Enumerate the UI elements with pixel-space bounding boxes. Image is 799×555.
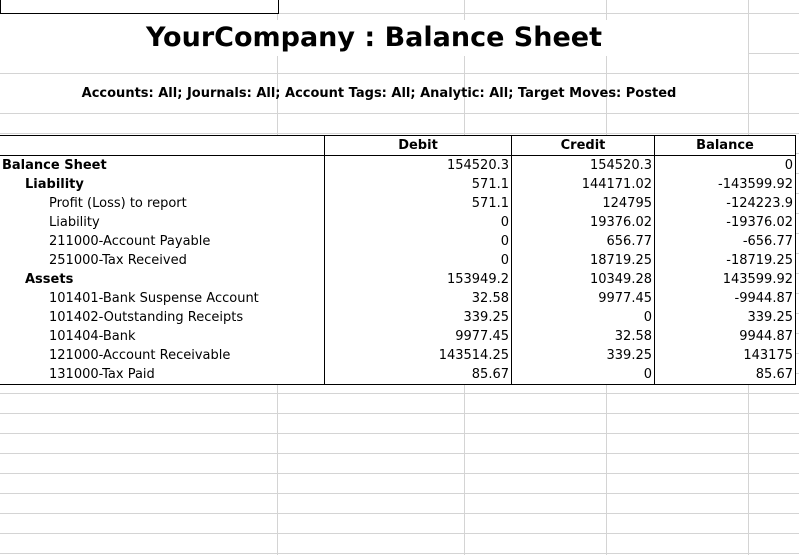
debit-cell[interactable]: 32.58 — [325, 289, 512, 308]
gridline-row — [0, 73, 799, 74]
debit-cell[interactable]: 153949.2 — [325, 270, 512, 289]
balance-cell[interactable]: -143599.92 — [655, 175, 796, 194]
selected-cell[interactable] — [0, 0, 279, 14]
table-row — [0, 327, 796, 346]
report-filters: Accounts: All; Journals: All; Account Tags: All; Analytic: All; Target Moves: Posted — [81, 86, 677, 101]
balance-cell[interactable]: 143175 — [655, 346, 796, 365]
credit-cell[interactable]: 124795 — [512, 194, 655, 213]
balance-cell[interactable]: -18719.25 — [655, 251, 796, 270]
credit-cell[interactable]: 0 — [512, 308, 655, 327]
account-cell[interactable]: 101402-Outstanding Receipts — [0, 308, 325, 327]
table-row — [0, 365, 796, 385]
table-row — [0, 289, 796, 308]
table-row — [0, 213, 796, 232]
credit-cell[interactable]: 144171.02 — [512, 175, 655, 194]
account-cell[interactable]: 131000-Tax Paid — [0, 365, 325, 385]
table-row — [0, 156, 796, 176]
account-cell[interactable]: 251000-Tax Received — [0, 251, 325, 270]
account-cell[interactable]: 121000-Account Receivable — [0, 346, 325, 365]
header-balance[interactable]: Balance — [655, 136, 796, 156]
balance-cell[interactable]: 339.25 — [655, 308, 796, 327]
gridline-row — [0, 453, 799, 454]
report-title: YourCompany : Balance Sheet — [0, 20, 748, 56]
debit-cell[interactable]: 154520.3 — [325, 156, 512, 176]
header-account[interactable] — [0, 136, 325, 156]
gridline-row — [0, 473, 799, 474]
debit-cell[interactable]: 0 — [325, 232, 512, 251]
balance-cell[interactable]: 85.67 — [655, 365, 796, 385]
balance-cell[interactable]: -656.77 — [655, 232, 796, 251]
balance-cell[interactable]: 9944.87 — [655, 327, 796, 346]
gridline-row — [0, 433, 799, 434]
table-row — [0, 232, 796, 251]
account-cell[interactable]: Balance Sheet — [0, 156, 325, 176]
credit-cell[interactable]: 10349.28 — [512, 270, 655, 289]
credit-cell[interactable]: 9977.45 — [512, 289, 655, 308]
balance-cell[interactable]: 143599.92 — [655, 270, 796, 289]
debit-cell[interactable]: 339.25 — [325, 308, 512, 327]
gridline-row — [0, 133, 799, 134]
credit-cell[interactable]: 339.25 — [512, 346, 655, 365]
header-credit[interactable]: Credit — [512, 136, 655, 156]
balance-cell[interactable]: -9944.87 — [655, 289, 796, 308]
balance-cell[interactable]: 0 — [655, 156, 796, 176]
balance-cell[interactable]: -124223.9 — [655, 194, 796, 213]
gridline-row — [0, 533, 799, 534]
debit-cell[interactable]: 143514.25 — [325, 346, 512, 365]
debit-cell[interactable]: 0 — [325, 213, 512, 232]
balance-sheet-table — [0, 135, 796, 385]
gridline-row — [0, 413, 799, 414]
account-cell[interactable]: 101401-Bank Suspense Account — [0, 289, 325, 308]
gridline-row — [0, 553, 799, 554]
account-cell[interactable]: Assets — [0, 270, 325, 289]
gridline-row — [0, 513, 799, 514]
gridline-row — [0, 113, 799, 114]
gridline-row — [0, 393, 799, 394]
credit-cell[interactable]: 18719.25 — [512, 251, 655, 270]
debit-cell[interactable]: 571.1 — [325, 194, 512, 213]
header-debit[interactable]: Debit — [325, 136, 512, 156]
table-row — [0, 175, 796, 194]
debit-cell[interactable]: 571.1 — [325, 175, 512, 194]
credit-cell[interactable]: 19376.02 — [512, 213, 655, 232]
account-cell[interactable]: Liability — [0, 175, 325, 194]
account-cell[interactable]: 101404-Bank — [0, 327, 325, 346]
table-row — [0, 346, 796, 365]
account-cell[interactable]: Liability — [0, 213, 325, 232]
table-row — [0, 251, 796, 270]
gridline-row — [0, 493, 799, 494]
credit-cell[interactable]: 154520.3 — [512, 156, 655, 176]
table-header-row — [0, 136, 796, 156]
balance-cell[interactable]: -19376.02 — [655, 213, 796, 232]
table-row — [0, 194, 796, 213]
account-cell[interactable]: Profit (Loss) to report — [0, 194, 325, 213]
credit-cell[interactable]: 656.77 — [512, 232, 655, 251]
account-cell[interactable]: 211000-Account Payable — [0, 232, 325, 251]
table-row — [0, 270, 796, 289]
credit-cell[interactable]: 32.58 — [512, 327, 655, 346]
debit-cell[interactable]: 9977.45 — [325, 327, 512, 346]
credit-cell[interactable]: 0 — [512, 365, 655, 385]
debit-cell[interactable]: 0 — [325, 251, 512, 270]
debit-cell[interactable]: 85.67 — [325, 365, 512, 385]
table-row — [0, 308, 796, 327]
